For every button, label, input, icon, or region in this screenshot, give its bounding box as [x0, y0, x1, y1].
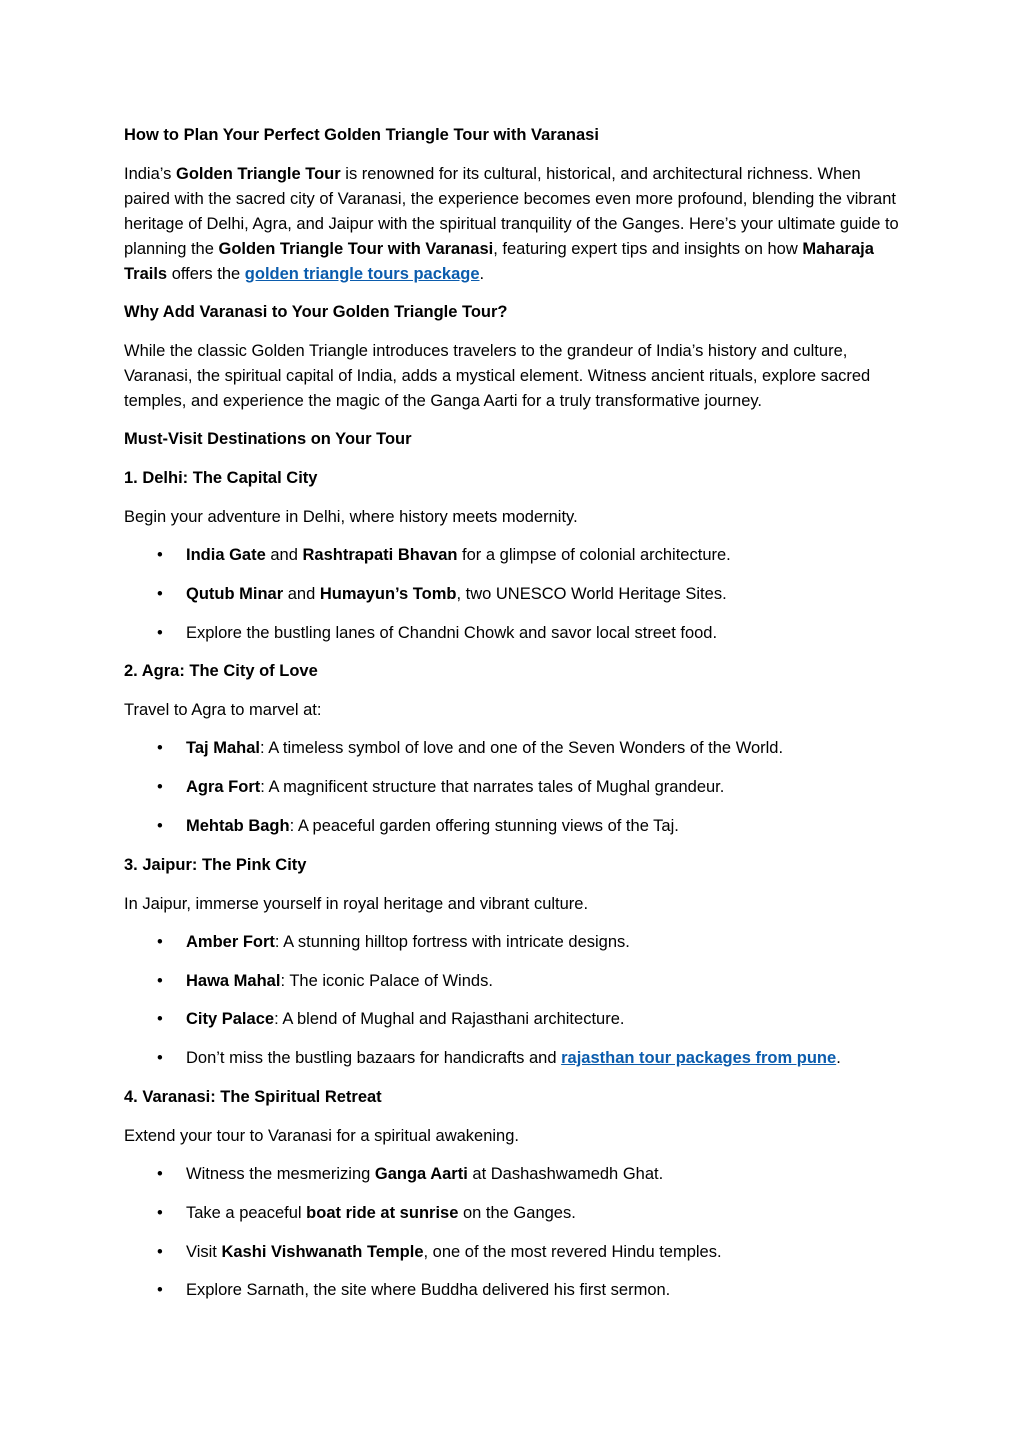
item-text: , two UNESCO World Heritage Sites. [456, 584, 727, 603]
list-item [124, 1201, 904, 1226]
list-item [124, 775, 904, 800]
bullet-icon: • [157, 1203, 163, 1222]
document-title: How to Plan Your Perfect Golden Triangle Tour with Varanasi [124, 126, 599, 144]
bullet-icon: • [157, 623, 163, 642]
must-visit-heading: Must-Visit Destinations on Your Tour [124, 430, 412, 448]
agra-heading: 2. Agra: The City of Love [124, 662, 318, 681]
bullet-icon: • [157, 932, 163, 951]
bullet-icon: • [157, 1242, 163, 1261]
item-text: at Dashashwamedh Ghat. [467, 1164, 664, 1183]
delhi-list [124, 543, 904, 646]
varanasi-list [124, 1162, 904, 1303]
agra-intro: Travel to Agra to marvel at: [124, 701, 322, 720]
varanasi-heading: 4. Varanasi: The Spiritual Retreat [124, 1087, 382, 1106]
bullet-icon: • [157, 739, 163, 758]
item-bold: City Palace [186, 1010, 275, 1029]
item-bold: India Gate [186, 546, 266, 564]
jaipur-list [124, 930, 904, 1071]
bullet-icon: • [157, 1010, 163, 1029]
item-text: on the Ganges. [458, 1203, 576, 1222]
list-item [124, 1240, 904, 1265]
bullet-icon: • [157, 584, 163, 603]
list-item [124, 582, 904, 607]
golden-triangle-package-link[interactable]: golden triangle tours package [244, 265, 480, 283]
item-text: : A magnificent structure that narrates tales of Mughal grandeur. [260, 778, 725, 797]
item-text: : A stunning hilltop fortress with intricate designs. [274, 932, 630, 951]
item-text: Don’t miss the bustling bazaars for handicrafts and [186, 1049, 562, 1068]
list-item [124, 814, 904, 839]
delhi-intro: Begin your adventure in Delhi, where history meets modernity. [124, 508, 578, 526]
item-text: Witness the mesmerizing [186, 1164, 375, 1183]
list-item [124, 930, 904, 955]
document-page [124, 123, 904, 1317]
why-paragraph: While the classic Golden Triangle introduces travelers to the grandeur of India’s history and culture, Varanasi, the spiritual capital of India, adds a mystical element. Witness ancient rituals, explore sacred temples, and experience the magic of the Ganga Aarti for a truly transformative journey. [124, 342, 871, 410]
why-heading: Why Add Varanasi to Your Golden Triangle Tour? [124, 303, 508, 321]
item-bold: Humayun’s Tomb [319, 584, 457, 603]
item-text: : The iconic Palace of Winds. [280, 971, 493, 990]
bullet-icon: • [157, 816, 163, 835]
item-bold: boat ride at sunrise [306, 1203, 459, 1222]
item-text: and [283, 584, 320, 603]
delhi-heading: 1. Delhi: The Capital City [124, 469, 318, 487]
item-bold: Ganga Aarti [374, 1164, 468, 1183]
list-item [124, 543, 904, 568]
agra-list [124, 736, 904, 839]
item-text: Take a peaceful [186, 1203, 307, 1222]
item-bold: Rashtrapati Bhavan [302, 546, 458, 564]
item-bold: Agra Fort [186, 778, 261, 797]
item-bold: Amber Fort [186, 932, 275, 951]
item-bold: Hawa Mahal [186, 971, 281, 990]
jaipur-intro: In Jaipur, immerse yourself in royal heritage and vibrant culture. [124, 894, 589, 913]
item-text: Explore the bustling lanes of Chandni Chowk and savor local street food. [186, 623, 718, 642]
item-text: . [836, 1049, 841, 1068]
intro-paragraph [124, 162, 904, 287]
intro-text-5: . [479, 265, 485, 283]
intro-text-4: offers the [167, 265, 245, 283]
intro-bold-1: Golden Triangle Tour [175, 165, 341, 183]
list-item [124, 1007, 904, 1032]
jaipur-heading: 3. Jaipur: The Pink City [124, 855, 307, 874]
item-bold: Mehtab Bagh [186, 816, 290, 835]
bullet-icon: • [157, 778, 163, 797]
bullet-icon: • [157, 1164, 163, 1183]
item-text: : A blend of Mughal and Rajasthani architecture. [274, 1010, 625, 1029]
item-text: : A peaceful garden offering stunning views of the Taj. [289, 816, 679, 835]
intro-text-3: , featuring expert tips and insights on how [493, 240, 803, 258]
item-bold: Kashi Vishwanath Temple [221, 1242, 424, 1261]
varanasi-intro: Extend your tour to Varanasi for a spiritual awakening. [124, 1126, 519, 1145]
item-text: for a glimpse of colonial architecture. [457, 546, 731, 564]
bullet-icon: • [157, 971, 163, 990]
item-text: Explore Sarnath, the site where Buddha delivered his first sermon. [186, 1281, 671, 1300]
item-text: , one of the most revered Hindu temples. [423, 1242, 722, 1261]
intro-bold-2: Golden Triangle Tour with Varanasi [218, 240, 494, 258]
list-item [124, 736, 904, 761]
list-item [124, 1278, 904, 1303]
list-item [124, 969, 904, 994]
bullet-icon: • [157, 1049, 163, 1068]
list-item [124, 1162, 904, 1187]
list-item [124, 621, 904, 646]
intro-bold-3: Maharaja Trails [124, 240, 874, 283]
bullet-icon: • [157, 546, 163, 564]
item-bold: Qutub Minar [186, 584, 284, 603]
intro-text-1: India’s [124, 165, 176, 183]
intro-text-2: is renowned for its cultural, historical, and architectural richness. When paired with the sacred city of Varanasi, the experience becomes even more profound, blending the vibrant heritage of Delhi, Agra, and Jaipur with the spiritual tranquility of the Ganges. Here’s your ultimate guide to planning the [124, 165, 899, 258]
item-bold: Taj Mahal [186, 739, 260, 758]
item-text: Visit [186, 1242, 222, 1261]
list-item [124, 1046, 904, 1071]
item-text: : A timeless symbol of love and one of the Seven Wonders of the World. [259, 739, 784, 758]
rajasthan-tour-packages-link[interactable]: rajasthan tour packages from pune [561, 1049, 837, 1068]
item-text: and [265, 546, 303, 564]
bullet-icon: • [157, 1281, 163, 1300]
